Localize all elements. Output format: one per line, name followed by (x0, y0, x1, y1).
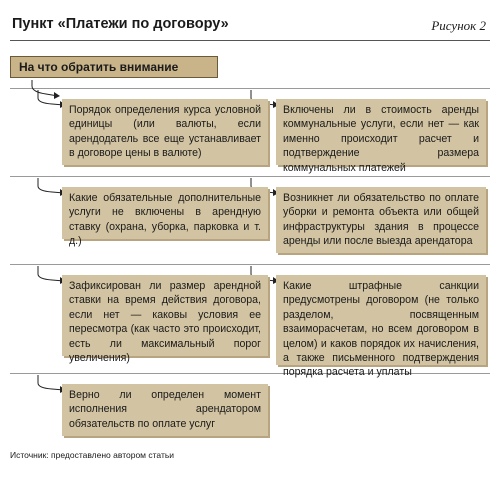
point-box: Включены ли в стоимость аренды коммунальные услуги, если нет — как именно происходит расчет и подтверждение размера коммунальных платежей (276, 99, 486, 165)
row-divider (10, 373, 490, 374)
diagram-title: Пункт «Платежи по договору» (12, 16, 229, 32)
point-box: Возникнет ли обязательство по оплате уборки и ремонта объекта или общей инфраструктуры здания в процессе аренды или после выезда арендатора (276, 187, 486, 253)
point-box: Какие обязательные дополнительные услуги не включены в арендную ставку (охрана, уборка, парковка и т. д.) (62, 187, 268, 239)
row-divider (10, 264, 490, 265)
point-box: Зафиксирован ли размер арендной ставки на время действия договора, если нет — каковы условия ее пересмотра (как часто это происходит, есть ли максимальный порог увеличения) (62, 275, 268, 356)
top-rule (10, 40, 490, 41)
row-divider (10, 88, 490, 89)
point-box: Верно ли определен момент исполнения арендатором обязательств по оплате услуг (62, 384, 268, 436)
source-note: Источник: предоставлено автором статьи (10, 450, 175, 460)
row-divider (10, 176, 490, 177)
figure-label: Рисунок 2 (431, 18, 486, 33)
point-box: Порядок определения курса условной единицы (или валюты, если арендодатель все еще устанавливает в договоре цены в валюте) (62, 99, 268, 165)
header-box: На что обратить внимание (10, 56, 218, 78)
point-box: Какие штрафные санкции предусмотрены договором (не только разделом, посвященным взаиморасчетам, но всем договором в целом) и каков порядок их начисления, а также письменного подтверждения порядка расчета и уплаты (276, 275, 486, 365)
